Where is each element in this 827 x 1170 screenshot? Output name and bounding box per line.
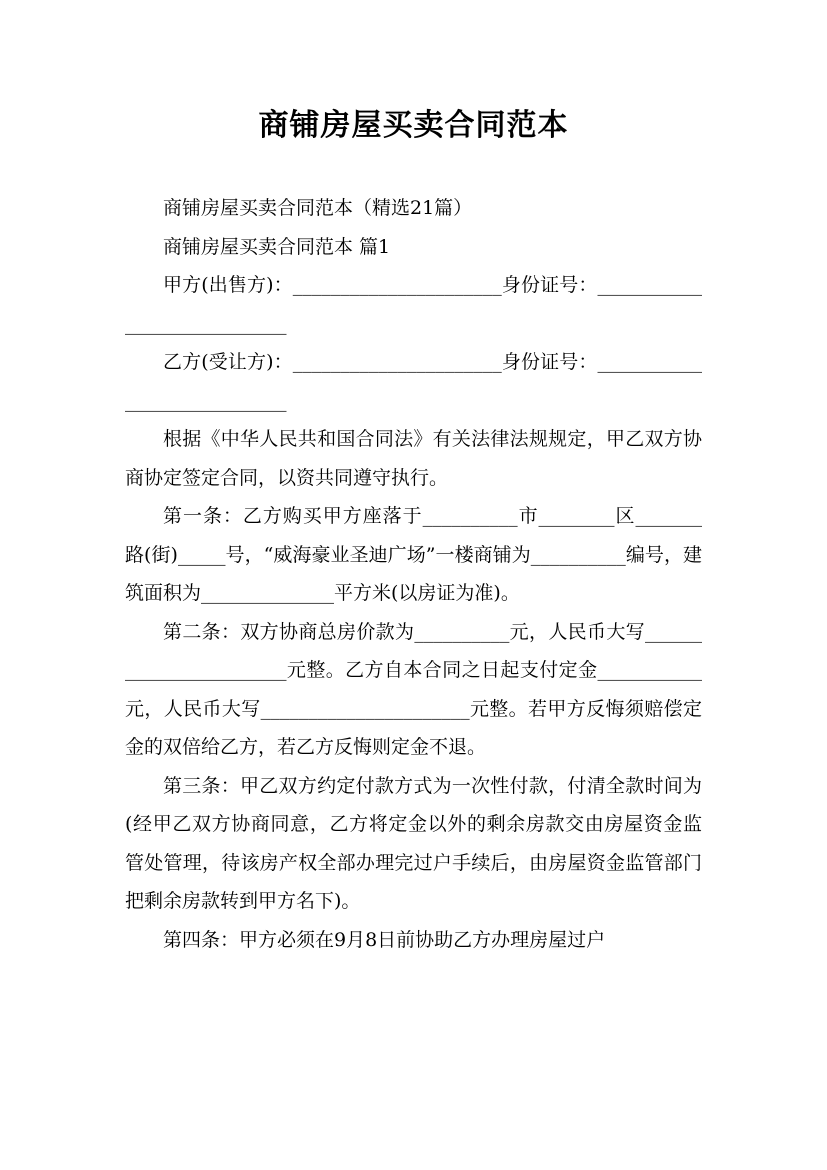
basis-paragraph: 根据《中华人民共和国合同法》有关法律法规规定，甲乙双方协商协定签定合同，以资共同遵守执行。 (125, 428, 702, 489)
article-4-paragraph: 第四条：甲方必须在9月8日前协助乙方办理房屋过户 (163, 928, 606, 951)
article-2-paragraph: 第二条：双方协商总房价款为__________元，人民币大写_______________________元整。乙方自本合同之日起支付定金___________元，人民币大写______________________元整。若甲方反悔须赔偿定金的双倍给乙方，若乙方反悔则定金不退。 (125, 620, 702, 758)
article-1-paragraph: 第一条：乙方购买甲方座落于__________市________区_______路(街)_____号，“威海豪业圣迪广场”一楼商铺为__________编号，建筑面积为______________平方米(以房证为准)。 (125, 505, 702, 604)
subtitle-paragraph: 商铺房屋买卖合同范本（精选21篇） (163, 197, 473, 219)
document-body (125, 189, 702, 959)
party-a-paragraph: 甲方(出售方)：______________________身份证号：____________________________ (125, 274, 702, 335)
document-title: 商铺房屋买卖合同范本 (258, 108, 569, 143)
section-heading-paragraph: 商铺房屋买卖合同范本 篇1 (163, 235, 391, 258)
article-3-paragraph: 第三条：甲乙双方约定付款方式为一次性付款，付清全款时间为(经甲乙双方协商同意，乙方将定金以外的剩余房款交由房屋资金监管处管理，待该房产权全部办理完过户手续后，由房屋资金监管部门把剩余房款转到甲方名下)。 (125, 774, 702, 912)
party-b-paragraph: 乙方(受让方)：______________________身份证号：____________________________ (125, 351, 702, 412)
